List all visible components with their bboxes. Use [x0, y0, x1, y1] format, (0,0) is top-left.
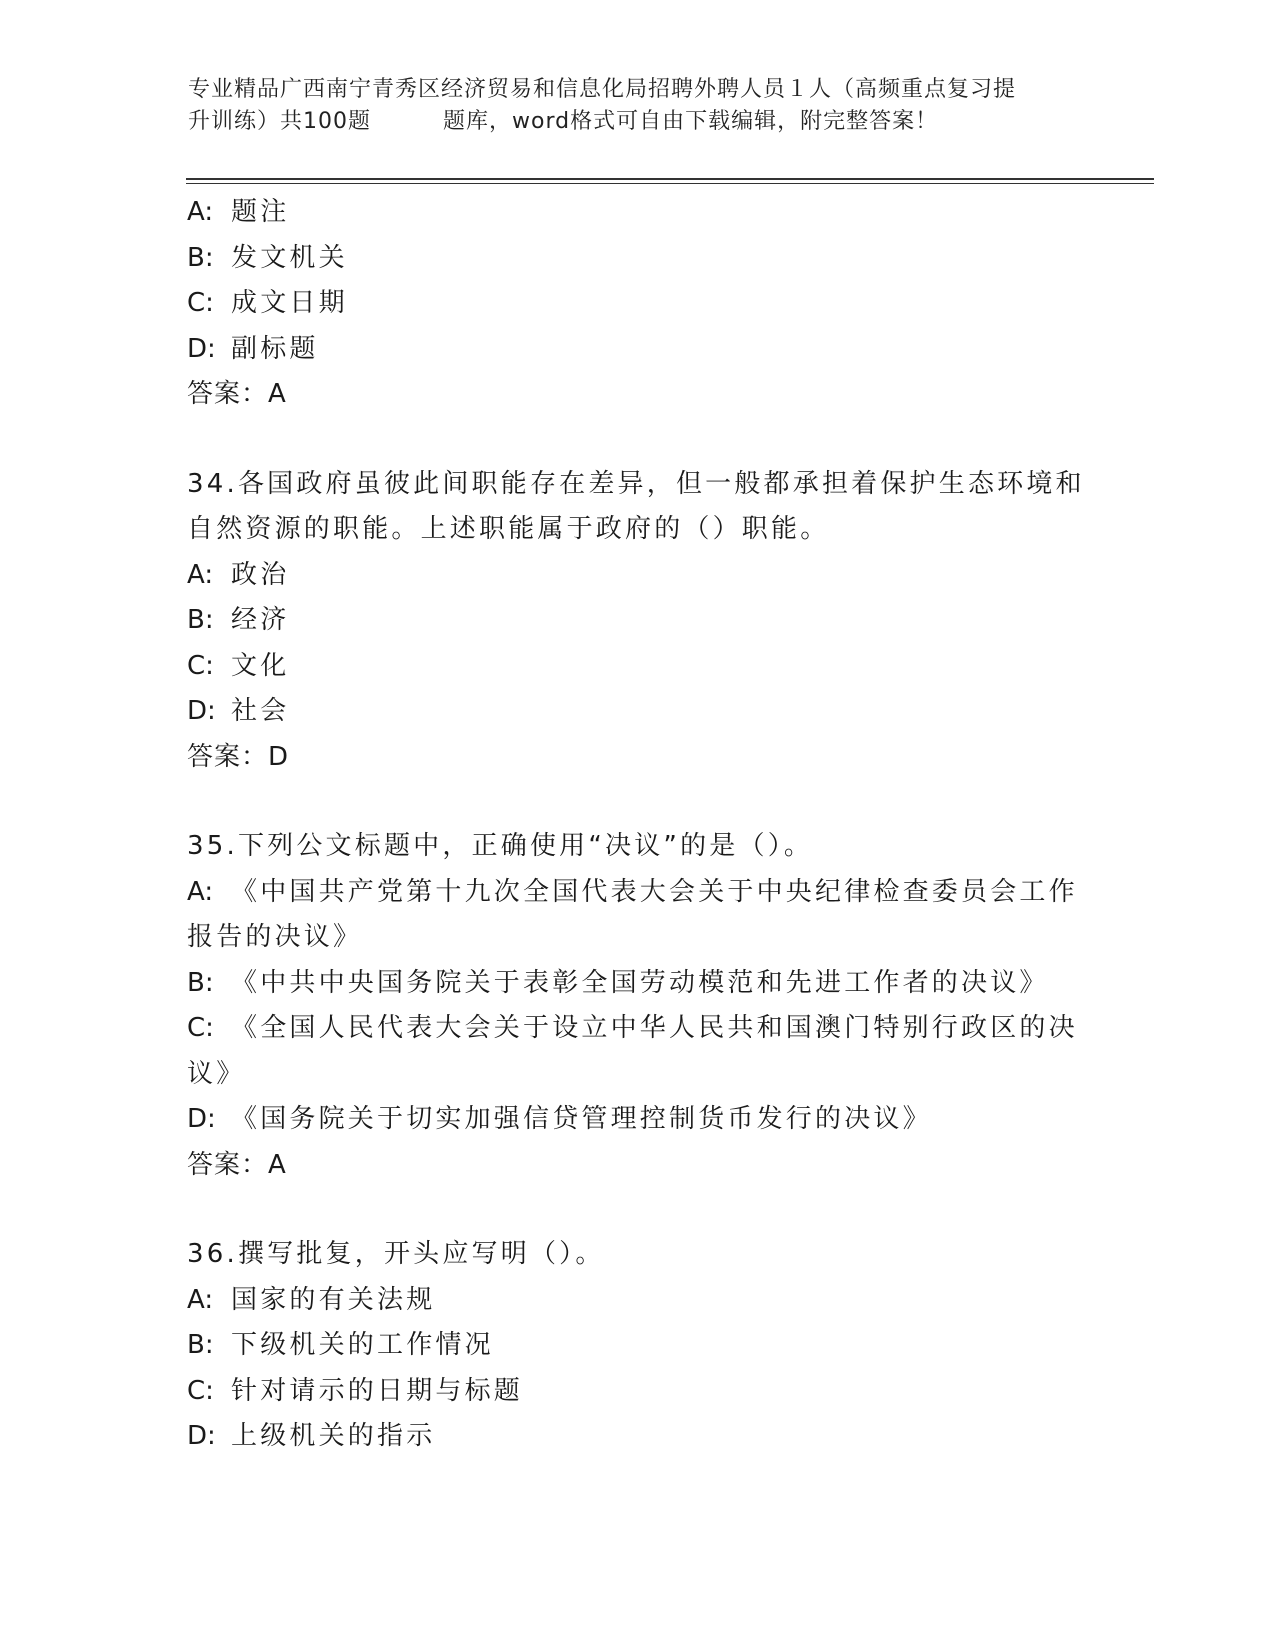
option-text: 下级机关的工作情况	[231, 1330, 494, 1360]
option-letter: D:	[187, 696, 216, 726]
option-row	[187, 1006, 1087, 1052]
option-text: 针对请示的日期与标题	[231, 1375, 524, 1406]
page-header	[188, 74, 1088, 138]
option-text: 国家的有关法规	[231, 1284, 436, 1315]
answer-value: D	[268, 741, 289, 772]
option-row	[187, 236, 1087, 282]
header-title-line-1: 专业精品广西南宁青秀区经济贸易和信息化局招聘外聘人员１人（高频重点复习提	[188, 77, 1017, 102]
option-continuation: 议》	[187, 1058, 246, 1089]
option-text: 上级机关的指示	[231, 1421, 436, 1451]
option-row	[187, 1323, 1087, 1369]
option-text: 文化	[231, 650, 290, 681]
option-row	[187, 327, 1087, 373]
option-letter: A:	[187, 197, 214, 227]
option-letter: A:	[187, 1284, 214, 1315]
option-row	[187, 553, 1087, 599]
option-text: 《中国共产党第十九次全国代表大会关于中央纪律检查委员会工作	[231, 876, 1078, 907]
header-title-line-2-left: 升训练）共100题	[188, 109, 371, 134]
option-letter: D:	[187, 333, 216, 364]
option-row	[187, 961, 1087, 1007]
option-letter: C:	[187, 1375, 214, 1406]
option-row	[187, 689, 1087, 735]
question-stem: 自然资源的职能。上述职能属于政府的（）职能。	[187, 514, 830, 544]
answer-row	[187, 1143, 1087, 1189]
option-letter: C:	[187, 650, 214, 681]
question-block	[187, 824, 1087, 1188]
option-text: 题注	[231, 197, 290, 227]
header-title-line-2-right: 题库，word格式可自由下载编辑，附完整答案！	[443, 109, 939, 134]
option-letter: B:	[187, 967, 214, 998]
option-row	[187, 1414, 1087, 1460]
header-rule-thick	[186, 178, 1154, 180]
option-text: 发文机关	[231, 242, 348, 273]
option-row	[187, 870, 1087, 916]
option-row	[187, 644, 1087, 690]
question-block	[187, 462, 1087, 781]
answer-label: 答案：	[187, 741, 269, 772]
option-text: 成文日期	[231, 288, 348, 318]
answer-row	[187, 372, 1087, 418]
option-letter: D:	[187, 1104, 216, 1134]
header-rule-thin	[186, 183, 1154, 184]
option-continuation: 报告的决议》	[187, 922, 363, 952]
answer-label: 答案：	[187, 379, 269, 409]
option-letter: D:	[187, 1421, 216, 1451]
answer-label: 答案：	[187, 1149, 269, 1180]
answer-value: A	[268, 379, 286, 409]
question-block	[187, 190, 1087, 418]
question-stem: 35.下列公文标题中，正确使用“决议”的是（）。	[187, 831, 814, 861]
question-list	[187, 190, 1087, 1460]
option-row	[187, 281, 1087, 327]
option-letter: C:	[187, 1013, 214, 1043]
option-text: 《国务院关于切实加强信贷管理控制货币发行的决议》	[231, 1104, 932, 1134]
option-row	[187, 190, 1087, 236]
option-letter: A:	[187, 559, 214, 590]
option-row	[187, 1369, 1087, 1415]
header-title-line-2	[188, 106, 1088, 138]
option-row	[187, 598, 1087, 644]
option-text: 《中共中央国务院关于表彰全国劳动模范和先进工作者的决议》	[231, 967, 1049, 998]
option-row	[187, 1097, 1087, 1143]
option-letter: B:	[187, 605, 214, 635]
option-letter: B:	[187, 1330, 214, 1360]
question-block	[187, 1232, 1087, 1460]
option-text: 《全国人民代表大会关于设立中华人民共和国澳门特别行政区的决	[231, 1013, 1078, 1043]
option-row	[187, 1278, 1087, 1324]
answer-value: A	[268, 1149, 286, 1180]
question-stem: 36.撰写批复，开头应写明（）。	[187, 1239, 605, 1269]
option-letter: A:	[187, 876, 214, 907]
option-letter: C:	[187, 288, 214, 318]
option-text: 政治	[231, 559, 290, 590]
option-text: 社会	[231, 696, 290, 726]
question-stem: 34.各国政府虽彼此间职能存在差异，但一般都承担着保护生态环境和	[187, 468, 1085, 499]
answer-row	[187, 735, 1087, 781]
option-text: 副标题	[231, 333, 319, 364]
option-text: 经济	[231, 605, 290, 635]
option-letter: B:	[187, 242, 214, 273]
